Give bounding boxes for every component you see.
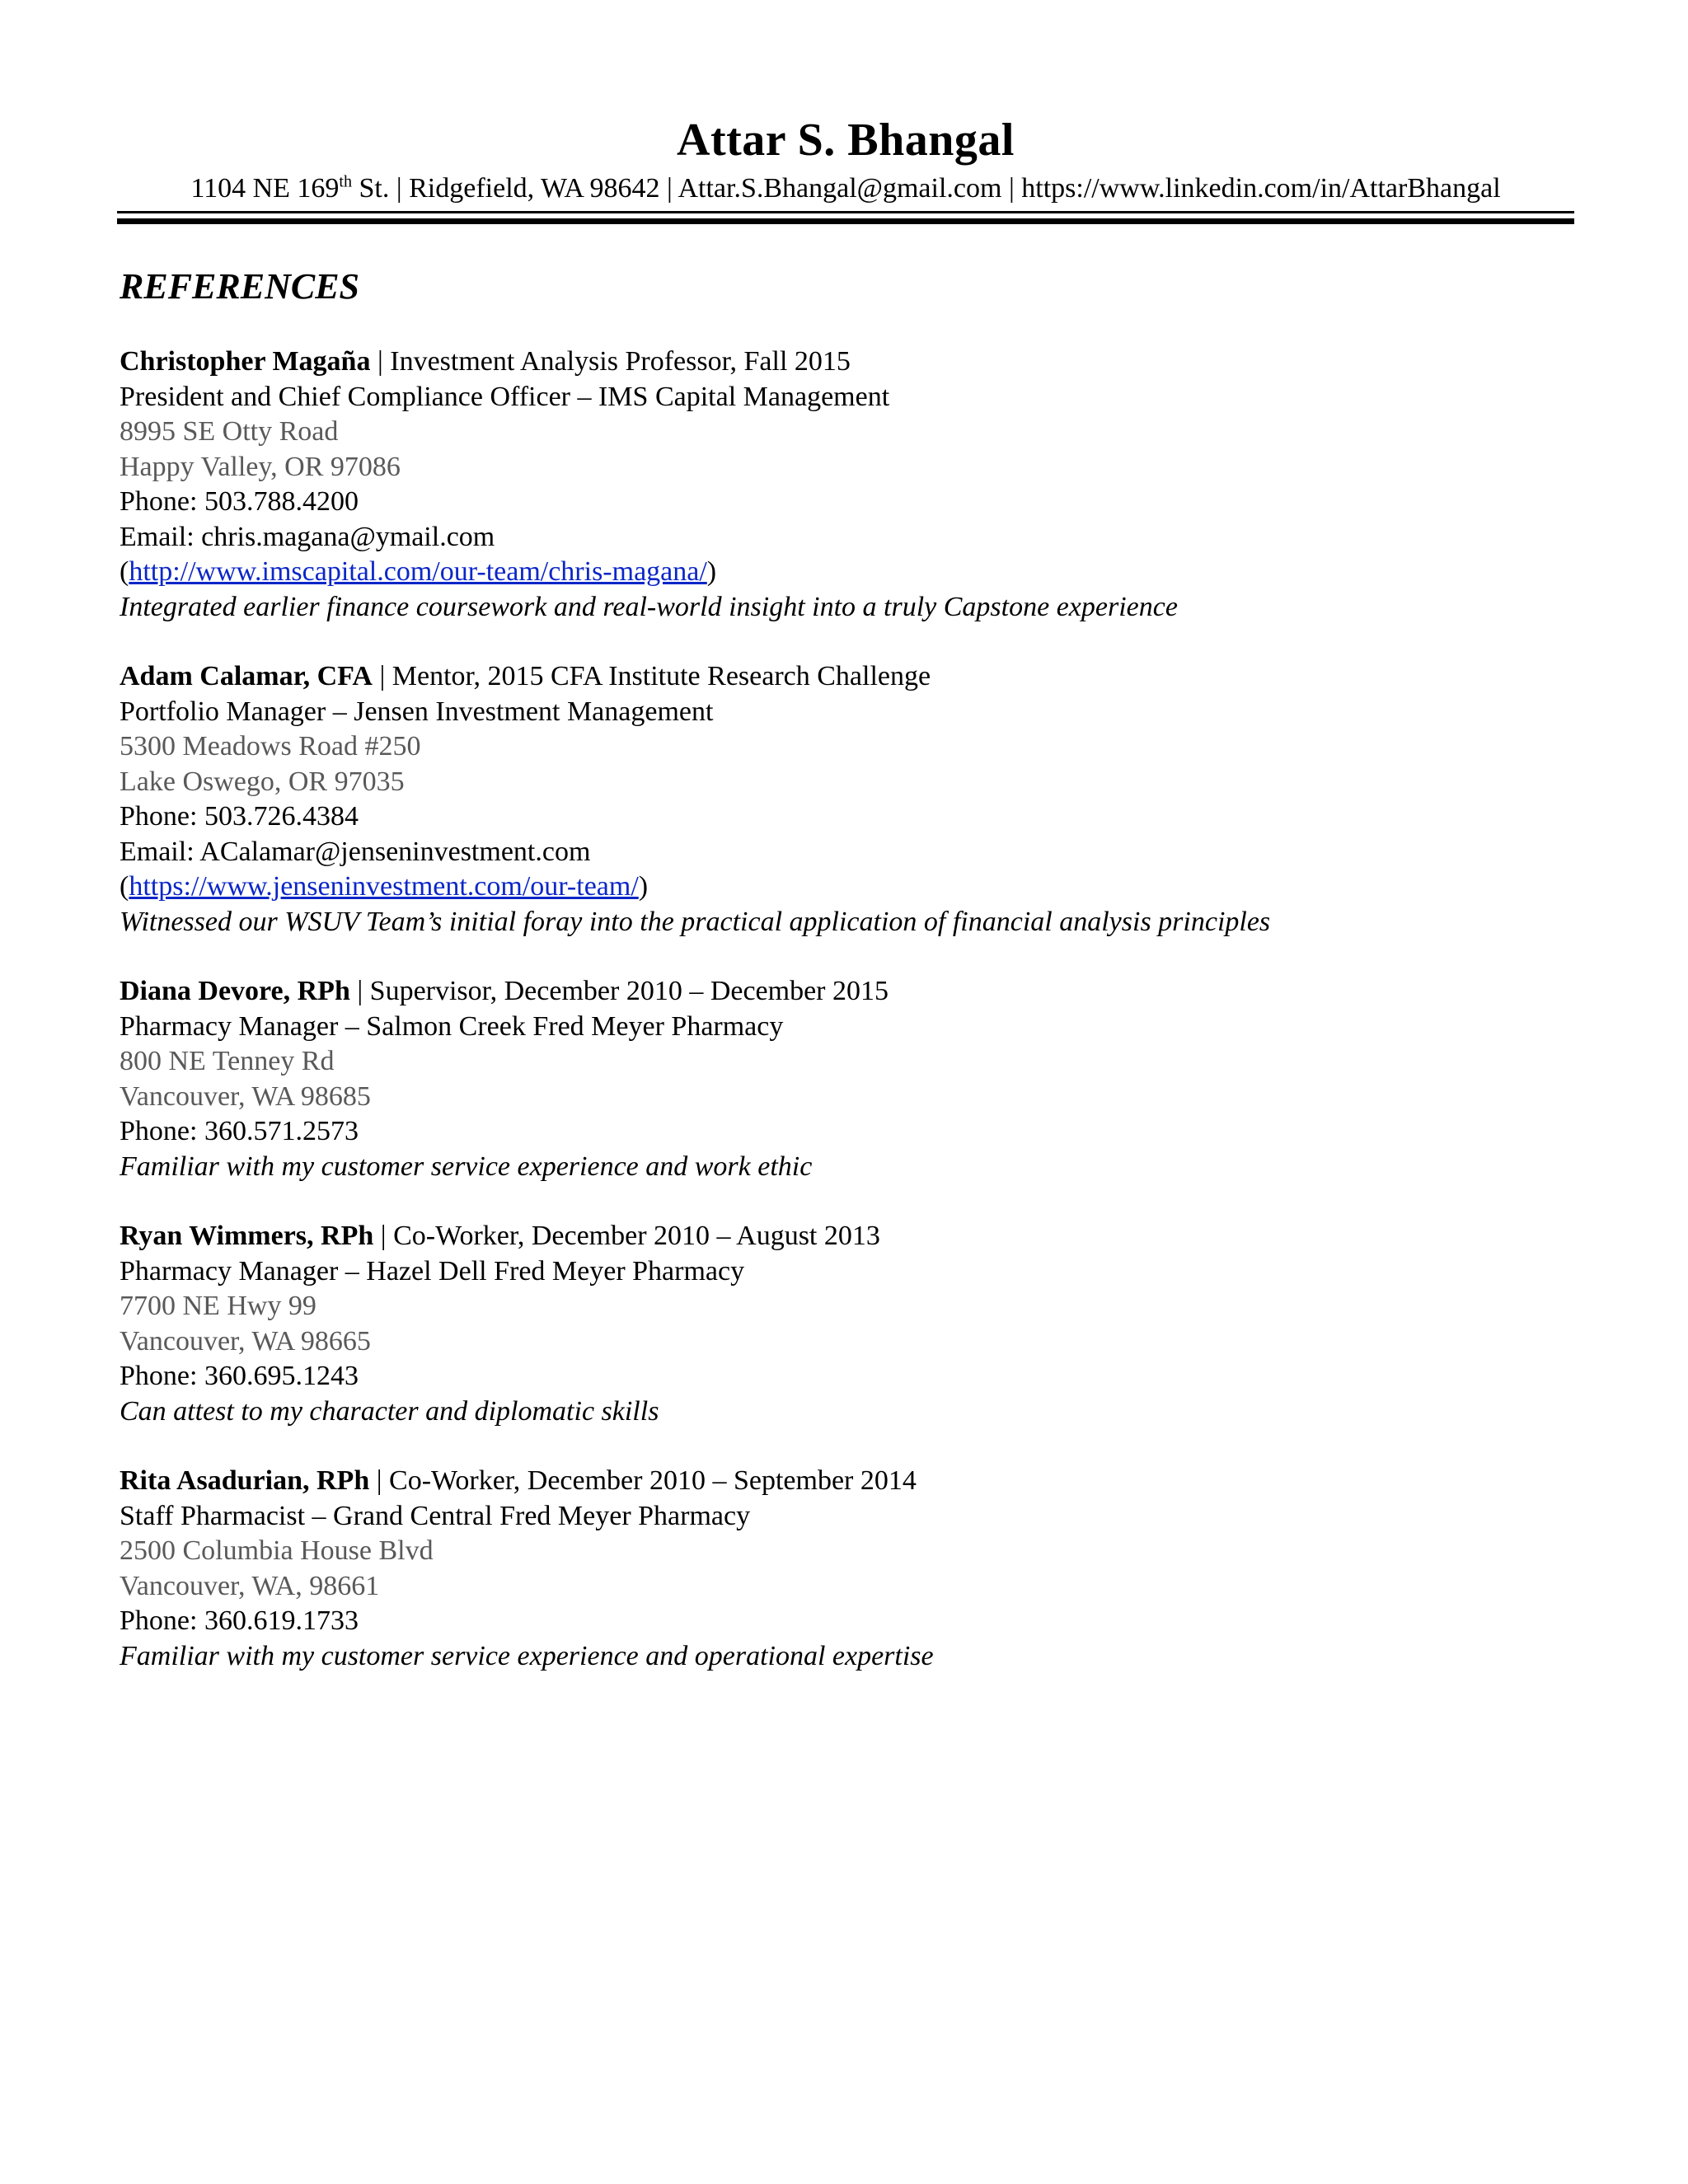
reference-heading [120, 1219, 1570, 1254]
reference-entry [120, 974, 1570, 1184]
reference-address-line2: Happy Valley, OR 97086 [120, 451, 401, 482]
reference-heading [120, 344, 1570, 380]
section-title: REFERENCES [120, 266, 360, 307]
reference-note: Familiar with my customer service experience and operational expertise [120, 1640, 934, 1671]
reference-address-line1: 800 NE Tenney Rd [120, 1046, 335, 1076]
reference-address-line2: Vancouver, WA, 98661 [120, 1570, 380, 1601]
reference-heading [120, 974, 1570, 1010]
reference-name: Ryan Wimmers, RPh [120, 1221, 374, 1251]
reference-address-line1: 7700 NE Hwy 99 [120, 1291, 316, 1321]
reference-relation: | Investment Analysis Professor, Fall 2015 [370, 346, 851, 377]
reference-relation: | Supervisor, December 2010 – December 2015 [349, 976, 889, 1006]
reference-address-line2: Vancouver, WA 98685 [120, 1080, 371, 1112]
reference-title: Pharmacy Manager – Salmon Creek Fred Meyer Pharmacy [120, 1010, 784, 1042]
reference-title: Pharmacy Manager – Hazel Dell Fred Meyer Pharmacy [120, 1255, 745, 1286]
reference-phone: Phone: 360.695.1243 [120, 1361, 359, 1391]
reference-note: Can attest to my character and diplomatic skills [120, 1395, 659, 1427]
reference-email: Email: chris.magana@ymail.com [120, 521, 495, 552]
reference-link-line: (http://www.imscapital.com/our-team/chris-magana/) [120, 556, 717, 587]
reference-note: Witnessed our WSUV Team’s initial foray into the practical application of financial analysis principles [120, 906, 1271, 937]
resume-header [117, 117, 1574, 204]
reference-name: Adam Calamar, CFA [120, 661, 373, 691]
reference-phone: Phone: 503.788.4200 [120, 486, 359, 517]
reference-address-line1: 2500 Columbia House Blvd [120, 1535, 434, 1566]
reference-relation: | Mentor, 2015 CFA Institute Research Challenge [372, 661, 931, 691]
reference-address-line2: Vancouver, WA 98665 [120, 1325, 371, 1357]
reference-entry [120, 344, 1570, 625]
reference-email: Email: ACalamar@jenseninvestment.com [120, 836, 591, 867]
reference-heading [120, 1464, 1570, 1499]
reference-relation: | Co-Worker, December 2010 – September 2014 [369, 1465, 917, 1496]
reference-heading [120, 659, 1570, 695]
header-divider-thick [117, 218, 1574, 224]
contact-line [117, 173, 1574, 204]
contact-rest: St. | Ridgefield, WA 98642 | Attar.S.Bhangal@gmail.com | https://www.linkedin.com/in/AttarBhangal [351, 173, 1501, 204]
reference-note: Integrated earlier finance coursework and real-world insight into a truly Capstone experience [120, 591, 1178, 622]
applicant-name: Attar S. Bhangal [677, 115, 1015, 166]
reference-link[interactable]: http://www.imscapital.com/our-team/chris-magana/ [129, 556, 707, 587]
reference-title: Portfolio Manager – Jensen Investment Management [120, 696, 714, 727]
reference-address-line2: Lake Oswego, OR 97035 [120, 766, 405, 797]
contact-street-suffix: th [339, 172, 352, 191]
reference-phone: Phone: 360.571.2573 [120, 1116, 359, 1146]
reference-entry [120, 1219, 1570, 1429]
reference-name: Christopher Magaña [120, 346, 371, 377]
reference-link[interactable]: https://www.jenseninvestment.com/our-team/ [129, 871, 639, 902]
reference-address-line1: 5300 Meadows Road #250 [120, 731, 421, 762]
contact-street-number: 1104 NE 169 [190, 173, 340, 204]
reference-address-line1: 8995 SE Otty Road [120, 416, 339, 447]
reference-phone: Phone: 503.726.4384 [120, 801, 359, 832]
references-list [120, 344, 1570, 1708]
reference-link-line: (https://www.jenseninvestment.com/our-team/) [120, 871, 649, 902]
reference-title: President and Chief Compliance Officer – IMS Capital Management [120, 381, 890, 412]
reference-note: Familiar with my customer service experience and work ethic [120, 1151, 813, 1182]
reference-relation: | Co-Worker, December 2010 – August 2013 [373, 1221, 880, 1251]
header-divider-thin [117, 211, 1574, 213]
reference-entry [120, 1464, 1570, 1674]
reference-title: Staff Pharmacist – Grand Central Fred Meyer Pharmacy [120, 1500, 751, 1531]
reference-name: Diana Devore, RPh [120, 976, 350, 1006]
reference-phone: Phone: 360.619.1733 [120, 1605, 359, 1636]
reference-entry [120, 659, 1570, 940]
reference-name: Rita Asadurian, RPh [120, 1465, 370, 1496]
